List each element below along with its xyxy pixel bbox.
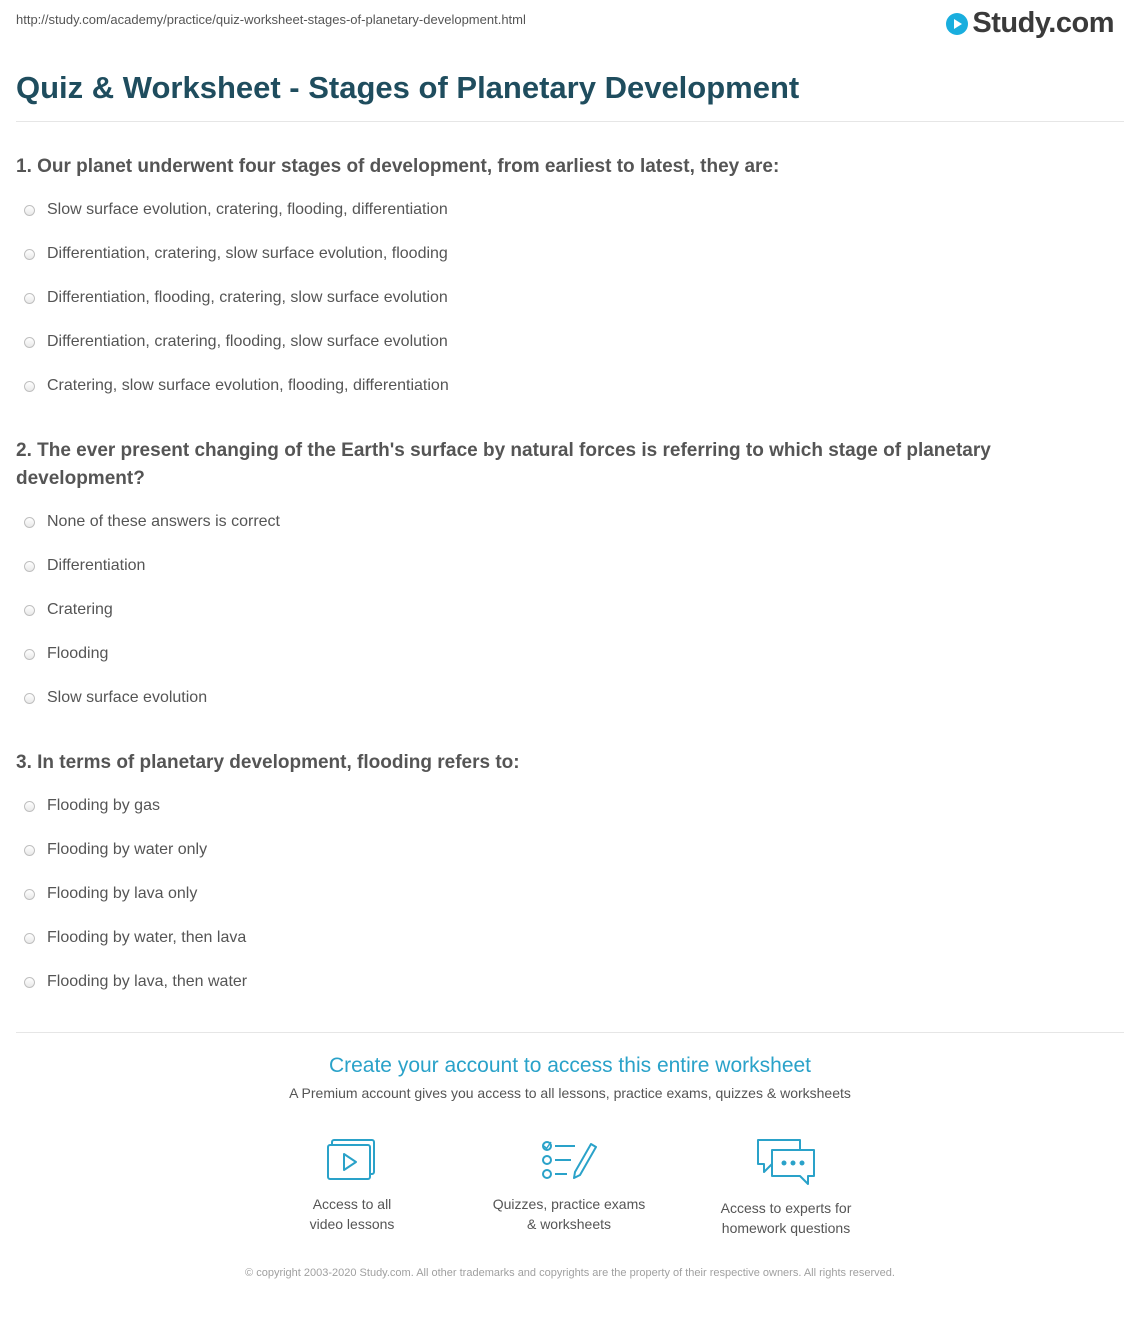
answer-text: Flooding by lava, then water [47,973,248,990]
feature-line: video lessons [309,1216,395,1232]
answer-text: Cratering, slow surface evolution, flooding, differentiation [47,377,449,394]
answer-text: Differentiation [47,557,146,574]
radio-button[interactable] [24,205,35,216]
section-divider [16,1032,1124,1033]
page-title: Quiz & Worksheet - Stages of Planetary Development [16,70,800,105]
feature-line: & worksheets [526,1216,612,1232]
answer-text: Flooding by gas [47,797,160,814]
answer-option[interactable] [16,188,1106,232]
radio-button[interactable] [24,337,35,348]
answer-text: Differentiation, flooding, cratering, slow surface evolution [47,289,448,306]
create-account-link[interactable]: Create your account to access this entire worksheet [328,1054,812,1077]
copyright-text: © copyright 2003-2020 Study.com. All other trademarks and copyrights are the property of their respective owners. All rights reserved. [245,1267,895,1279]
question-text: 2. The ever present changing of the Earth's surface by natural forces is referring to which stage of planetary development? [16,440,991,489]
answer-list [16,500,1106,720]
answer-option[interactable] [16,232,1106,276]
radio-button[interactable] [24,293,35,304]
radio-button[interactable] [24,517,35,528]
feature-video-lessons [252,1138,452,1234]
answer-option[interactable] [16,916,1106,960]
feature-line: Quizzes, practice exams [492,1196,646,1212]
radio-button[interactable] [24,381,35,392]
answer-option[interactable] [16,960,1106,1004]
play-logo-icon [946,13,968,35]
answer-option[interactable] [16,320,1106,364]
question-text: 1. Our planet underwent four stages of development, from earliest to latest, they are: [16,156,780,177]
radio-button[interactable] [24,605,35,616]
answer-text: Flooding by lava only [47,885,198,902]
answer-list [16,784,1106,1004]
radio-button[interactable] [24,845,35,856]
answer-text: Differentiation, cratering, slow surface evolution, flooding [47,245,448,262]
radio-button[interactable] [24,649,35,660]
feature-line: Access to experts for [720,1200,852,1216]
answer-text: Flooding [47,645,109,662]
answer-text: Differentiation, cratering, flooding, slow surface evolution [47,333,448,350]
answer-option[interactable] [16,364,1106,408]
feature-line: homework questions [721,1220,851,1236]
answer-text: Slow surface evolution, cratering, flooding, differentiation [47,201,448,218]
radio-button[interactable] [24,977,35,988]
question-3 [16,749,1106,1004]
answer-text: Flooding by water only [47,841,208,858]
answer-option[interactable] [16,588,1106,632]
video-lesson-icon [326,1138,378,1182]
logo-text: Study.com [972,7,1114,39]
question-text: 3. In terms of planetary development, flooding refers to: [16,752,520,773]
feature-line: Access to all [312,1196,392,1212]
question-1 [16,153,1106,408]
radio-button[interactable] [24,933,35,944]
feature-experts [686,1138,886,1238]
answer-option[interactable] [16,828,1106,872]
answer-option[interactable] [16,676,1106,720]
page-url: http://study.com/academy/practice/quiz-worksheet-stages-of-planetary-development.html [16,12,526,27]
title-divider [16,121,1124,122]
quiz-list-icon [541,1138,597,1182]
question-2 [16,437,1106,720]
feature-label [469,1194,669,1234]
answer-option[interactable] [16,544,1106,588]
answer-list [16,188,1106,408]
radio-button[interactable] [24,561,35,572]
answer-option[interactable] [16,872,1106,916]
answer-text: None of these answers is correct [47,513,280,530]
answer-option[interactable] [16,500,1106,544]
feature-label [686,1198,886,1238]
answer-option[interactable] [16,784,1106,828]
radio-button[interactable] [24,889,35,900]
answer-option[interactable] [16,276,1106,320]
feature-quizzes [469,1138,669,1234]
answer-text: Cratering [47,601,113,618]
radio-button[interactable] [24,693,35,704]
premium-subtitle: A Premium account gives you access to all lessons, practice exams, quizzes & worksheets [289,1085,851,1101]
radio-button[interactable] [24,249,35,260]
answer-option[interactable] [16,632,1106,676]
feature-label [252,1194,452,1234]
study-logo[interactable] [946,7,1114,40]
radio-button[interactable] [24,801,35,812]
chat-bubbles-icon [754,1138,818,1186]
answer-text: Slow surface evolution [47,689,208,706]
answer-text: Flooding by water, then lava [47,929,247,946]
